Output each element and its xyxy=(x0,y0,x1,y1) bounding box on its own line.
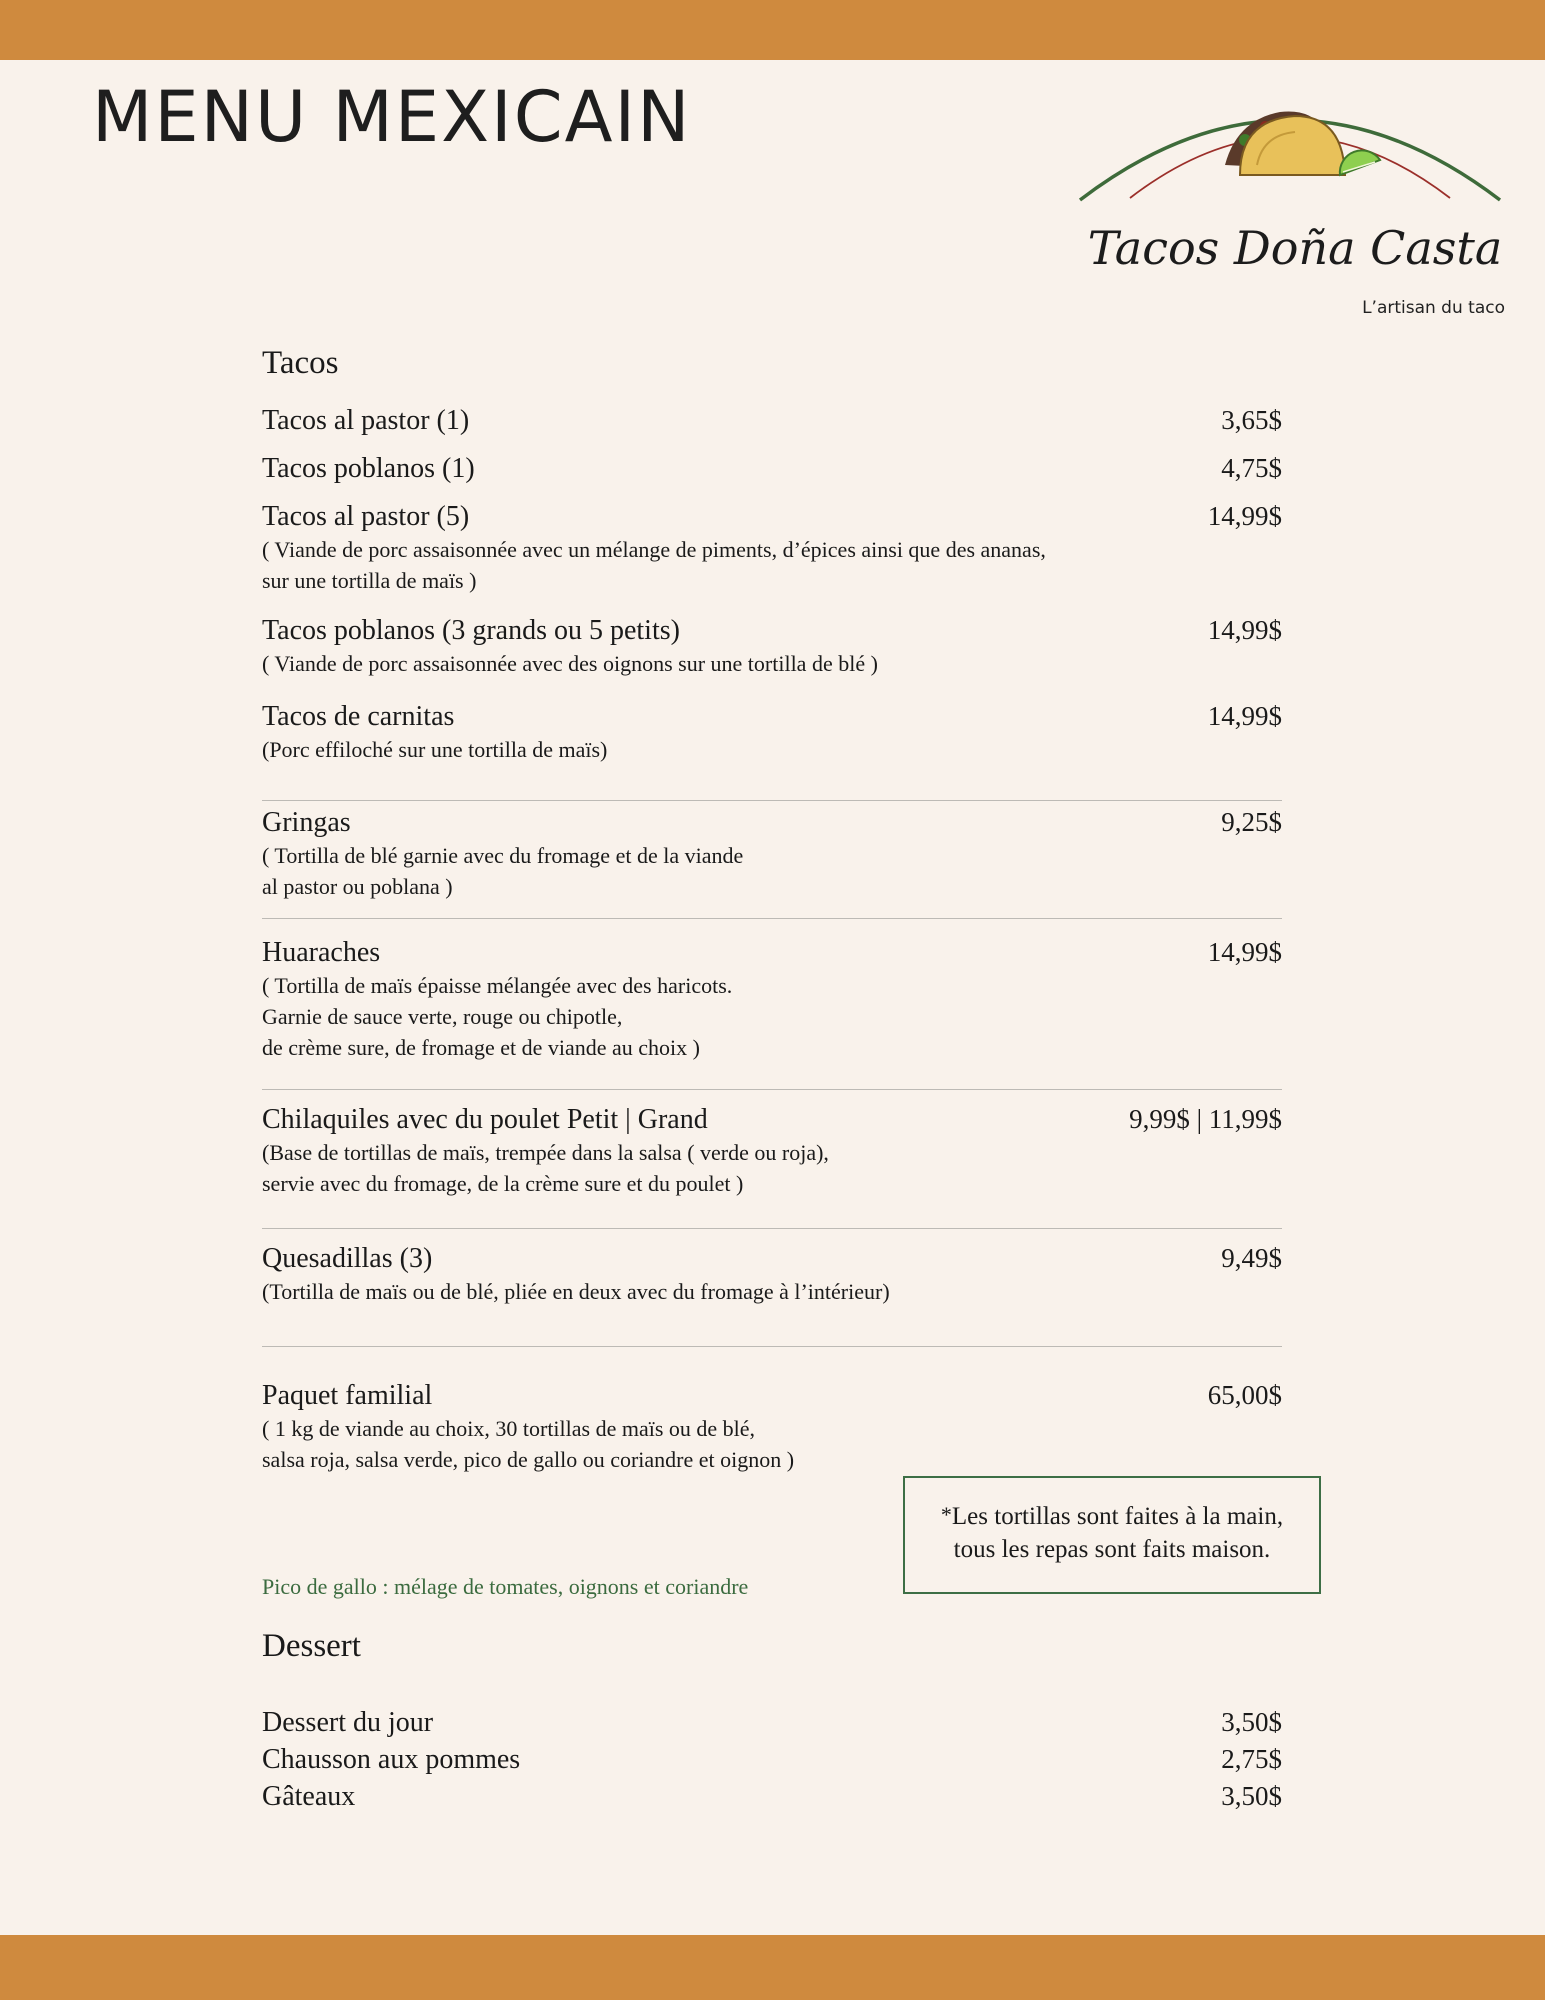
item-name: Tacos al pastor (5) xyxy=(262,501,470,532)
dessert-item xyxy=(262,1779,1282,1816)
item-name: Chilaquiles avec du poulet Petit | Grand xyxy=(262,1104,708,1135)
item-name: Quesadillas (3) xyxy=(262,1243,433,1274)
section-title-dessert: Dessert xyxy=(262,1628,361,1664)
menu-item xyxy=(262,805,1282,902)
logo-tagline: L’artisan du taco xyxy=(1362,298,1505,318)
item-price: 3,50$ xyxy=(1221,1781,1282,1811)
item-name: Chausson aux pommes xyxy=(262,1744,521,1775)
note-line-2: tous les repas sont faits maison. xyxy=(953,1536,1271,1563)
divider xyxy=(262,1089,1282,1090)
item-price: 3,50$ xyxy=(1221,1707,1282,1737)
item-name: Tacos al pastor (1) xyxy=(262,405,470,436)
divider xyxy=(262,800,1282,801)
divider xyxy=(262,1228,1282,1229)
menu-item xyxy=(262,699,1282,765)
taco-arch-icon xyxy=(1075,80,1515,230)
logo-script-text: Tacos Doña Casta xyxy=(1087,221,1503,275)
menu-item xyxy=(262,1378,1282,1475)
item-price: 3,65$ xyxy=(1221,405,1282,435)
item-name: Tacos de carnitas xyxy=(262,701,455,732)
item-price: 9,49$ xyxy=(1221,1243,1282,1273)
item-name: Tacos poblanos (1) xyxy=(262,453,475,484)
top-color-band xyxy=(0,0,1545,60)
divider xyxy=(262,918,1282,919)
item-price: 14,99$ xyxy=(1207,937,1282,967)
item-price: 65,00$ xyxy=(1207,1380,1282,1410)
item-name: Tacos poblanos (3 grands ou 5 petits) xyxy=(262,615,680,646)
menu-item xyxy=(262,451,1282,486)
item-name: Gâteaux xyxy=(262,1781,356,1812)
item-price: 14,99$ xyxy=(1207,501,1282,531)
item-description: ( Tortilla de maïs épaisse mélangée avec des haricots. xyxy=(262,973,733,998)
section-title-tacos: Tacos xyxy=(262,345,339,381)
restaurant-logo xyxy=(1075,80,1515,330)
item-price: 9,99$ | 11,99$ xyxy=(1129,1104,1282,1134)
page-title: MENU MEXICAIN xyxy=(92,76,692,158)
divider xyxy=(262,1346,1282,1347)
item-description: de crème sure, de fromage et de viande au choix ) xyxy=(262,1035,700,1060)
item-price: 2,75$ xyxy=(1221,1744,1282,1774)
note-line-1: Les tortillas sont faites à la main, xyxy=(951,1503,1284,1530)
item-description: ( Viande de porc assaisonnée avec des oignons sur une tortilla de blé ) xyxy=(262,651,878,676)
item-description: ( 1 kg de viande au choix, 30 tortillas de maïs ou de blé, xyxy=(262,1416,756,1441)
item-description: al pastor ou poblana ) xyxy=(262,874,453,899)
item-name: Paquet familial xyxy=(262,1380,433,1411)
menu-item xyxy=(262,613,1282,679)
handmade-note-box xyxy=(903,1476,1321,1594)
pico-de-gallo-note: Pico de gallo : mélage de tomates, oignons et coriandre xyxy=(262,1574,749,1599)
menu-item xyxy=(262,499,1282,596)
item-description: servie avec du fromage, de la crème sure et du poulet ) xyxy=(262,1171,744,1196)
item-name: Dessert du jour xyxy=(262,1707,434,1738)
dessert-list xyxy=(262,1705,1282,1816)
dessert-item xyxy=(262,1742,1282,1779)
item-price: 4,75$ xyxy=(1221,453,1282,483)
menu-item xyxy=(262,1241,1282,1307)
item-description: salsa roja, salsa verde, pico de gallo ou coriandre et oignon ) xyxy=(262,1447,795,1472)
note-asterisk: * xyxy=(940,1502,952,1527)
item-description: ( Viande de porc assaisonnée avec un mélange de piments, d’épices ainsi que des ananas, xyxy=(262,537,1046,562)
item-description: (Tortilla de maïs ou de blé, pliée en deux avec du fromage à l’intérieur) xyxy=(262,1279,890,1304)
item-price: 9,25$ xyxy=(1221,807,1282,837)
menu-item xyxy=(262,1102,1282,1199)
item-description: (Base de tortillas de maïs, trempée dans la salsa ( verde ou roja), xyxy=(262,1140,829,1165)
menu-item xyxy=(262,935,1282,1063)
item-description: Garnie de sauce verte, rouge ou chipotle, xyxy=(262,1004,623,1029)
item-description: (Porc effiloché sur une tortilla de maïs) xyxy=(262,737,608,762)
item-price: 14,99$ xyxy=(1207,701,1282,731)
menu-item xyxy=(262,403,1282,438)
dessert-item xyxy=(262,1705,1282,1742)
bottom-color-band xyxy=(0,1935,1545,2000)
item-description: sur une tortilla de maïs ) xyxy=(262,568,477,593)
item-description: ( Tortilla de blé garnie avec du fromage et de la viande xyxy=(262,843,744,868)
item-name: Huaraches xyxy=(262,937,381,968)
item-price: 14,99$ xyxy=(1207,615,1282,645)
item-name: Gringas xyxy=(262,807,351,838)
